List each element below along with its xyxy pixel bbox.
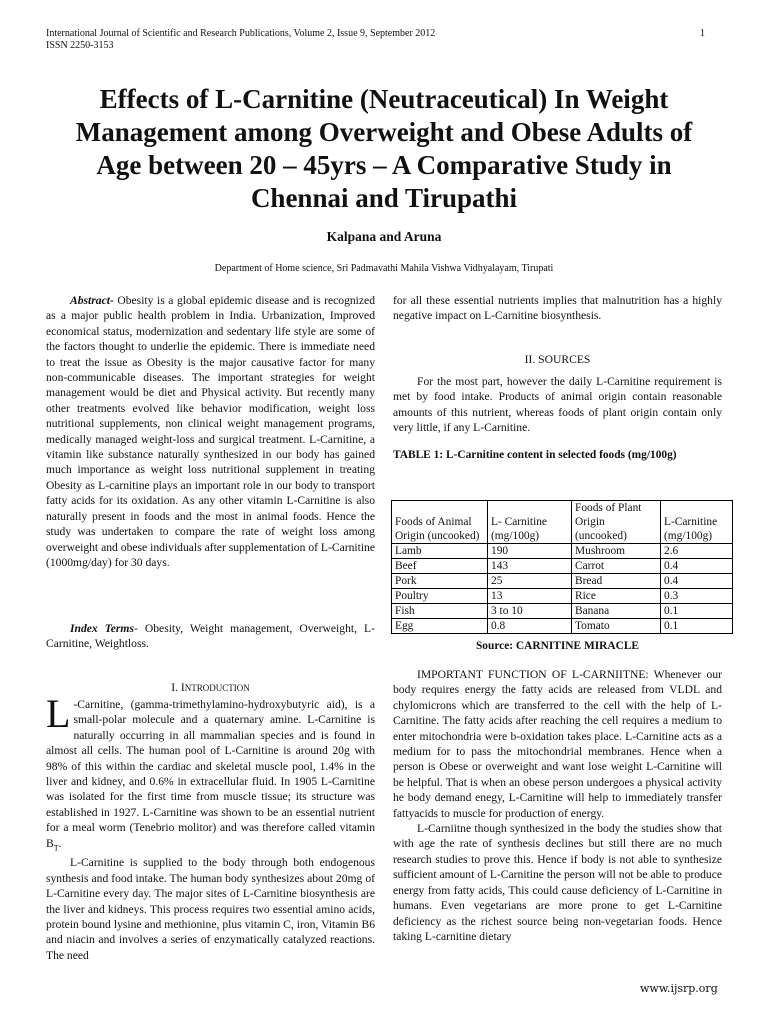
table-row <box>392 604 733 619</box>
table-cell: Egg <box>392 619 488 634</box>
abstract <box>46 293 375 570</box>
table-row <box>392 559 733 574</box>
table-header: Foods of Animal Origin (uncooked) <box>392 501 488 544</box>
title-line: Chennai and Tirupathi <box>250 183 518 213</box>
journal-website: www.ijsrp.org <box>640 982 718 995</box>
important-function <box>393 667 722 944</box>
paper-title <box>40 83 728 215</box>
table-cell: Beef <box>392 559 488 574</box>
table-row <box>392 589 733 604</box>
synthesis-paragraph: L-Carniitne though synthesized in the body the studies show that with age the rate of synthesis declines but still there are no much research studies to prove this. Hence if body is not able to synthesize sufficient amount of L-Carnitine the person will not be able to produce energy from fatty acids, This could cause deficiency of L-Carnitine in humans. Even vegetarians are more prone to get L-Carnitine deficiency as the richest source being non-vegetarian foods. Hence taking L-carnitine dietary <box>393 822 722 943</box>
issn: ISSN 2250-3153 <box>46 40 114 51</box>
table-cell: 0.3 <box>661 589 733 604</box>
table-cell: Mushroom <box>572 544 661 559</box>
journal-header: International Journal of Scientific and Research Publications, Volume 2, Issue 9, September 2012 <box>46 28 436 39</box>
intro-title: INTRODUCTION <box>180 681 250 694</box>
index-terms-label: Index Terms <box>70 622 134 635</box>
sources-body <box>393 374 722 436</box>
table-cell: 143 <box>488 559 572 574</box>
table-cell: 13 <box>488 589 572 604</box>
table-row <box>392 619 733 634</box>
table-cell: Pork <box>392 574 488 589</box>
continuation-text: for all these essential nutrients implies that malnutrition has a highly negative impact on L-Carnitine biosynthesis. <box>393 294 722 323</box>
table-cell: Tomato <box>572 619 661 634</box>
authors: Kalpana and Aruna <box>326 229 442 244</box>
table-header-row <box>392 501 733 544</box>
affiliation: Department of Home science, Sri Padmavathi Mahila Vishwa Vidhyalayam, Tirupati <box>214 263 554 274</box>
abstract-label: Abstract- <box>70 294 114 307</box>
table-cell: 0.4 <box>661 559 733 574</box>
intro-paragraph-1: -Carnitine, (gamma-trimethylamino-hydroxybutyric aid), is a small-polar molecule and a quaternary amine. L-Carnitine is naturally occurring in all mammalian species and is found in almost all cells. The human pool of L-Carnitine is around 20g with 98% of this within the cardiac and skeletal muscle pool, 1.4% in the liver and kidney, and 0.6% in extracellular fluid. In 1905 L-Carnitine was isolated for the first time from muscle tissue; its structure was established in 1927. L-Carnitine was shown to be an essential nutrient for a meal worm (Tenebrio molitor) and was therefore called vitamin B <box>46 698 375 850</box>
title-line: Effects of L-Carnitine (Neutraceutical) In Weight <box>99 84 669 114</box>
table-cell: Bread <box>572 574 661 589</box>
table-header: L- Carnitine (mg/100g) <box>488 501 572 544</box>
carnitine-table <box>391 500 733 634</box>
table-cell: Poultry <box>392 589 488 604</box>
intro-number: I. <box>171 681 178 694</box>
table-cell: Fish <box>392 604 488 619</box>
intro-paragraph-1-end: . <box>58 836 62 850</box>
index-terms <box>46 621 375 652</box>
sources-heading: II. SOURCES <box>524 353 591 366</box>
important-paragraph: IMPORTANT FUNCTION OF L-CARNIITNE: Whenever our body requires energy the fatty acids are released from VLDL and chylomicrons which are transferred to the cell with the help of L-Carnitine. The fatty acids after reaching the cell requires a medium to enter mitochondria were b-oxidation takes place. L-Carnitine acts as a medium for to pass the mitochondrial membranes. Hence when a person is Obese or overweight and want lose weight L-Carnitine will be helpful. That is when an obese person undergoes a physical activity he body demand enegy, L-Carnitine will help to immediately transfer fattyacids to muscle for production of energy. <box>393 668 722 820</box>
table-cell: 2.6 <box>661 544 733 559</box>
drop-cap: L <box>46 691 71 736</box>
table-cell: 0.1 <box>661 619 733 634</box>
table-row <box>392 544 733 559</box>
table-source: Source: CARNITINE MIRACLE <box>475 640 640 652</box>
table-cell: 0.1 <box>661 604 733 619</box>
introduction-body <box>46 691 375 963</box>
table-cell: 190 <box>488 544 572 559</box>
table-cell: 0.4 <box>661 574 733 589</box>
table-caption: TABLE 1: L-Carnitine content in selected foods (mg/100g) <box>393 449 677 461</box>
sources-paragraph: For the most part, however the daily L-Carnitine requirement is met by food intake. Products of animal origin contain reasonable amounts of this nutrient, whereas foods of plant origin contain only very little, if any L-Carnitine. <box>393 375 722 435</box>
abstract-text: Obesity is a global epidemic disease and is recognized as a major public health problem in India. Urbanization, Improved economical status, modernization and sedentary life style are some of the factors thought to underlie the epidemic. There is immediate need to treat the issue as Obesity is the major causative factor for many non-communicable diseases. The important strategies for weight management would be diet and Physical activity. But recently many other treatments evolved like behavior modification, weight loss nutritional supplements, non clinical weight management programs, medically managed weight-loss and surgical treatment. L-Carnitine, a vitamin like substance naturally synthesized in our body has gained much importance as weight loss nutritional supplement in treating Obesity as L-carnitine plays an important role in our body to transport fatty acids for its oxidation. As any other vitamin L-Carnitine is also naturally present in foods and the most in animal foods. Hence the study was undertaken to compare the rate of weight loss among overweight and obese individuals after supplementation of L-Carnitine (1000mg/day) for 30 days. <box>46 294 375 569</box>
table-cell: 3 to 10 <box>488 604 572 619</box>
table-cell: 0.8 <box>488 619 572 634</box>
table-cell: Rice <box>572 589 661 604</box>
title-line: Age between 20 – 45yrs – A Comparative Study in <box>96 150 672 180</box>
table-cell: Banana <box>572 604 661 619</box>
vitamin-subscript: T <box>53 842 59 852</box>
intro-heading <box>46 681 375 694</box>
table-header: L-Carnitine (mg/100g) <box>661 501 733 544</box>
title-line: Management among Overweight and Obese Adults of <box>75 117 693 147</box>
page-number: 1 <box>700 28 705 39</box>
table-cell: 25 <box>488 574 572 589</box>
intro-paragraph-2: L-Carnitine is supplied to the body through both endogenous synthesis and food intake. The human body synthesizes about 20mg of L-Carnitine every day. The major sites of L-Carnitine biosynthesis are the liver and kidneys. This process requires two essential amino acids, protein bound lysine and methionine, plus vitamin C, iron, Vitamin B6 and niacin and involves a series of enzymatically catalyzed reactions. The need <box>46 856 375 962</box>
table-cell: Lamb <box>392 544 488 559</box>
right-column-continuation <box>393 293 722 324</box>
index-terms-text: - Obesity, Weight management, Overweight, L-Carnitine, Weightloss. <box>46 622 375 651</box>
table-cell: Carrot <box>572 559 661 574</box>
table-header: Foods of Plant Origin (uncooked) <box>572 501 661 544</box>
table-row <box>392 574 733 589</box>
